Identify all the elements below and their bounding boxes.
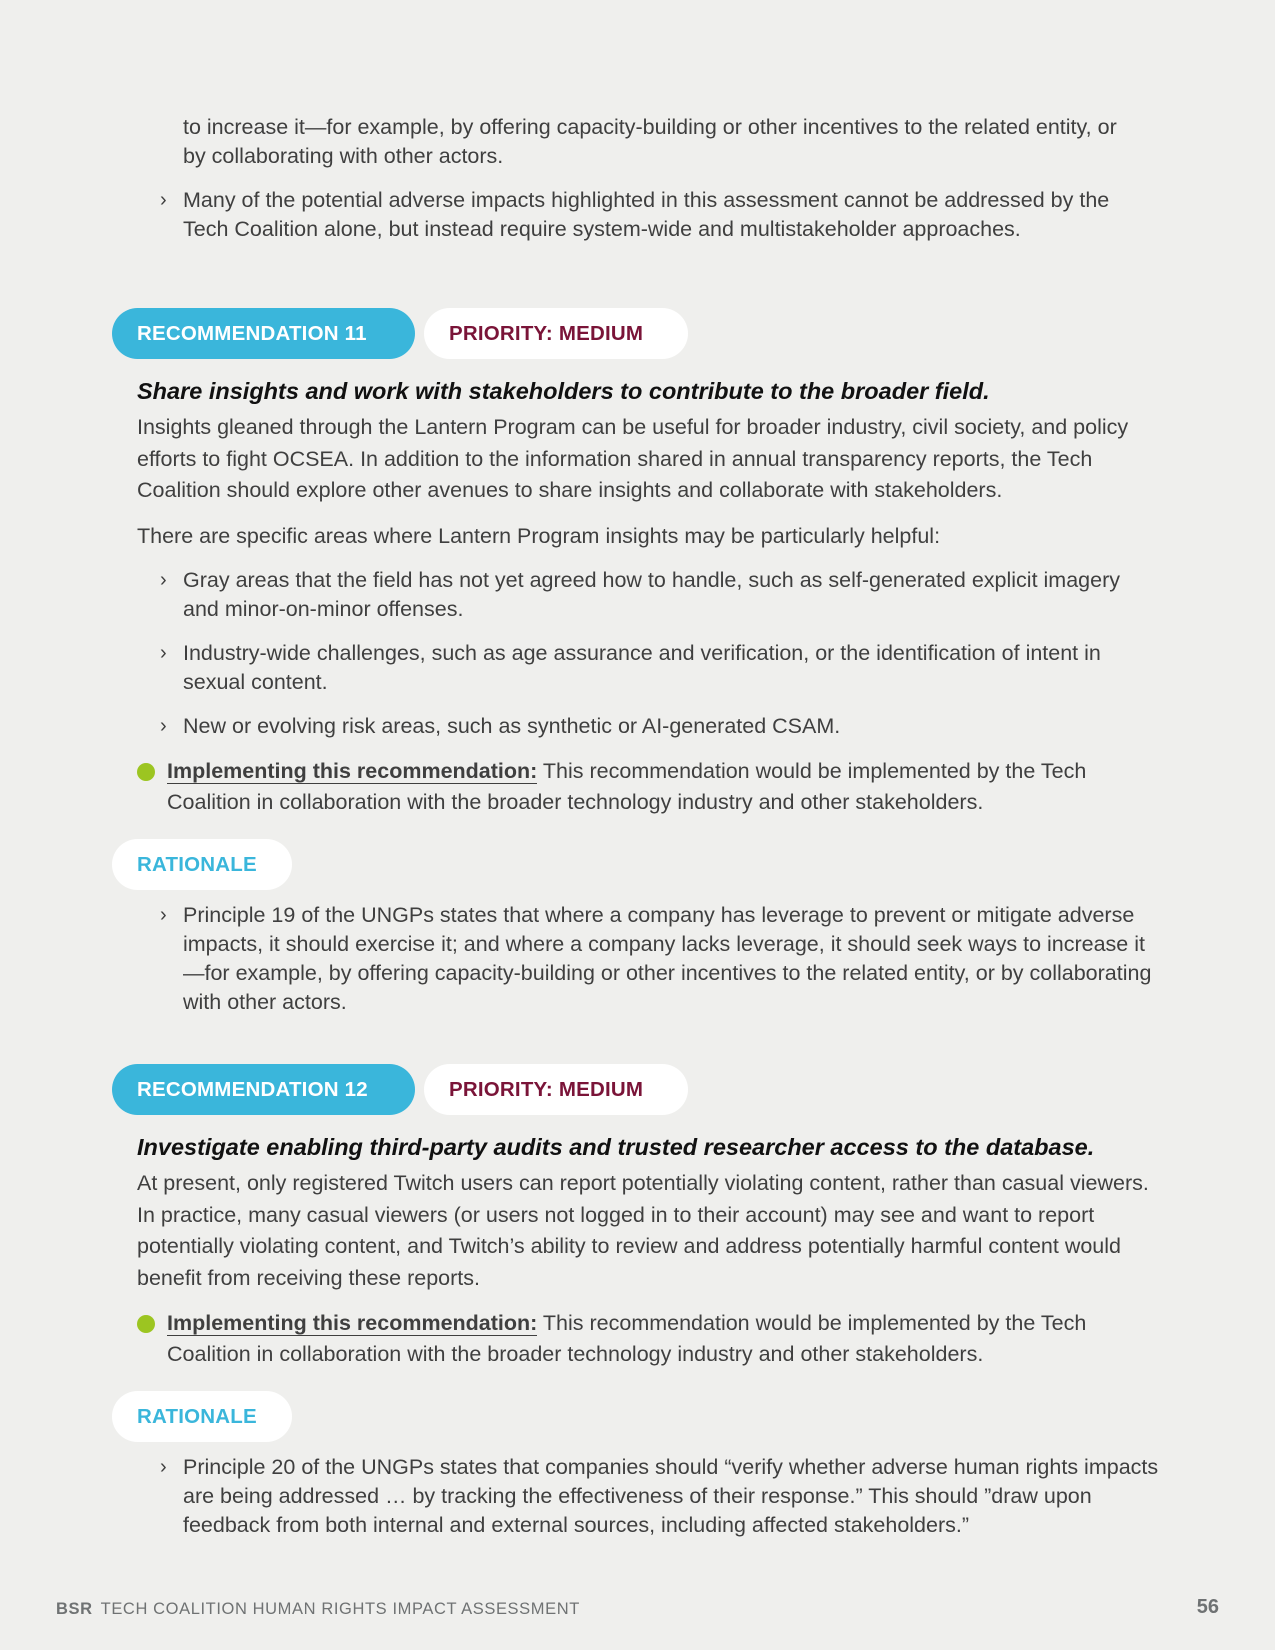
implementation-label: Implementing this recommendation: xyxy=(167,1311,538,1335)
implementation-text: This recommendation would be implemented by the Tech Coalition in collaboration with the broader technology industry and other stakeholders. xyxy=(167,759,1087,814)
implementation-note xyxy=(137,756,1167,818)
implementation-note xyxy=(137,1308,1167,1370)
chevron-right-icon: › xyxy=(160,715,167,737)
list-item: › New or evolving risk areas, such as synthetic or AI-generated CSAM. xyxy=(160,712,1160,741)
priority-badge: PRIORITY: MEDIUM xyxy=(424,1064,688,1115)
chevron-right-icon: › xyxy=(160,1456,167,1478)
list-item: › Principle 20 of the UNGPs states that companies should “verify whether adverse human rights impacts are being addressed … by tracking the effectiveness of their response.” This should ”draw upon feedback from both internal and external sources, including affected stakeholders.” xyxy=(160,1455,1159,1537)
insight-areas-list xyxy=(160,566,1160,756)
footer-title: TECH COALITION HUMAN RIGHTS IMPACT ASSESSMENT xyxy=(100,1600,580,1618)
footer-brand: BSR xyxy=(56,1600,93,1618)
top-bullet-list xyxy=(160,186,1160,259)
rationale-list xyxy=(160,901,1160,1032)
list-item: › Many of the potential adverse impacts highlighted in this assessment cannot be addressed by the Tech Coalition alone, but instead require system-wide and multistakeholder approaches. xyxy=(160,188,1110,241)
rationale-list xyxy=(160,1453,1160,1555)
body-paragraph: At present, only registered Twitch users can report potentially violating content, rather than casual viewers. In practice, many casual viewers (or users not logged in to their account) may see and want to report potentially violating content, and Twitch’s ability to review and address potentially harmful content would benefit from receiving these reports. xyxy=(137,1171,1149,1290)
body-paragraph: Insights gleaned through the Lantern Program can be useful for broader industry, civil society, and policy efforts to fight OCSEA. In addition to the information shared in annual transparency reports, the Tech Coalition should explore other avenues to share insights and collaborate with stakeholders. xyxy=(137,415,1129,502)
recommendation-title: Share insights and work with stakeholders to contribute to the broader field. xyxy=(137,378,990,404)
page-footer xyxy=(56,1600,580,1619)
list-item: › Industry-wide challenges, such as age assurance and verification, or the identification of intent in sexual content. xyxy=(160,641,1101,694)
green-dot-icon xyxy=(137,763,155,781)
chevron-right-icon: › xyxy=(160,642,167,664)
body-paragraph: There are specific areas where Lantern Program insights may be particularly helpful: xyxy=(137,524,941,548)
priority-badge: PRIORITY: MEDIUM xyxy=(424,308,688,359)
rationale-label: RATIONALE xyxy=(112,1391,292,1442)
chevron-right-icon: › xyxy=(160,569,167,591)
implementation-text: This recommendation would be implemented by the Tech Coalition in collaboration with the broader technology industry and other stakeholders. xyxy=(167,1311,1087,1366)
rationale-label: RATIONALE xyxy=(112,839,292,890)
chevron-right-icon: › xyxy=(160,189,167,211)
chevron-right-icon: › xyxy=(160,904,167,926)
recommendation-label: RECOMMENDATION 11 xyxy=(112,308,415,359)
list-item: › Principle 19 of the UNGPs states that where a company has leverage to prevent or mitigate adverse impacts, it should exercise it; and where a company lacks leverage, it should seek ways to increase it—for example, by offering capacity-building or other incentives to the related entity, or by collaborating with other actors. xyxy=(160,903,1152,1014)
implementation-label: Implementing this recommendation: xyxy=(167,759,538,783)
green-dot-icon xyxy=(137,1315,155,1333)
recommendation-title: Investigate enabling third-party audits and trusted researcher access to the database. xyxy=(137,1134,1095,1160)
continued-text: to increase it—for example, by offering capacity-building or other incentives to the related entity, or by collaborating with other actors. xyxy=(183,115,1117,168)
list-item: › Gray areas that the field has not yet agreed how to handle, such as self-generated explicit imagery and minor-on-minor offenses. xyxy=(160,568,1120,621)
page-number: 56 xyxy=(1196,1596,1219,1618)
recommendation-label: RECOMMENDATION 12 xyxy=(112,1064,415,1115)
